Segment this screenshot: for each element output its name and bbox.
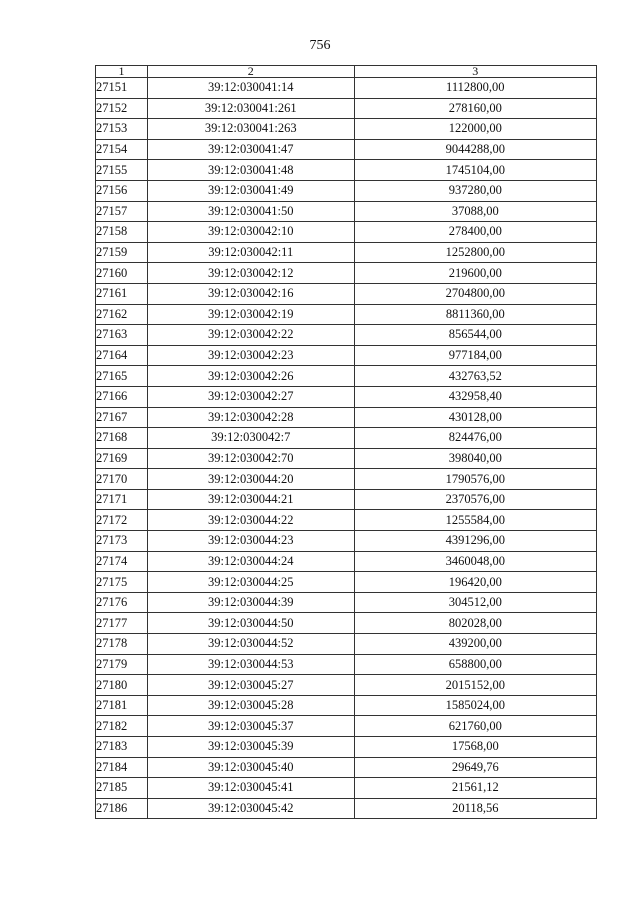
table-row xyxy=(96,263,597,284)
table-row xyxy=(96,510,597,531)
row-number-cell: 27162 xyxy=(96,304,148,325)
cadastral-value-cell: 4391296,00 xyxy=(354,531,596,552)
cadastral-number-cell: 39:12:030042:27 xyxy=(147,386,354,407)
cadastral-value-cell: 20118,56 xyxy=(354,798,596,819)
cadastral-number-cell: 39:12:030042:22 xyxy=(147,325,354,346)
table-row xyxy=(96,428,597,449)
cadastral-value-cell: 977184,00 xyxy=(354,345,596,366)
table-row xyxy=(96,119,597,140)
cadastral-value-cell: 1585024,00 xyxy=(354,695,596,716)
cadastral-number-cell: 39:12:030044:53 xyxy=(147,654,354,675)
table-row xyxy=(96,448,597,469)
row-number-cell: 27165 xyxy=(96,366,148,387)
row-number-cell: 27170 xyxy=(96,469,148,490)
table-row xyxy=(96,654,597,675)
page-number: 756 xyxy=(309,38,331,53)
table-row xyxy=(96,407,597,428)
cadastral-number-cell: 39:12:030042:23 xyxy=(147,345,354,366)
row-number-cell: 27163 xyxy=(96,325,148,346)
cadastral-value-cell: 196420,00 xyxy=(354,572,596,593)
table-row xyxy=(96,798,597,819)
cadastral-value-cell: 37088,00 xyxy=(354,201,596,222)
cadastral-value-cell: 122000,00 xyxy=(354,119,596,140)
cadastral-number-cell: 39:12:030042:19 xyxy=(147,304,354,325)
row-number-cell: 27154 xyxy=(96,139,148,160)
cadastral-number-cell: 39:12:030045:39 xyxy=(147,737,354,758)
table-row xyxy=(96,613,597,634)
cadastral-value-cell: 17568,00 xyxy=(354,737,596,758)
cadastral-value-cell: 21561,12 xyxy=(354,778,596,799)
row-number-cell: 27179 xyxy=(96,654,148,675)
cadastral-number-cell: 39:12:030042:28 xyxy=(147,407,354,428)
cadastral-number-cell: 39:12:030045:28 xyxy=(147,695,354,716)
table-row xyxy=(96,551,597,572)
cadastral-value-cell: 219600,00 xyxy=(354,263,596,284)
cadastral-number-cell: 39:12:030044:21 xyxy=(147,489,354,510)
table-row xyxy=(96,695,597,716)
row-number-cell: 27160 xyxy=(96,263,148,284)
cadastral-number-cell: 39:12:030042:16 xyxy=(147,283,354,304)
table-row xyxy=(96,345,597,366)
cadastral-value-cell: 278400,00 xyxy=(354,222,596,243)
row-number-cell: 27174 xyxy=(96,551,148,572)
row-number-cell: 27158 xyxy=(96,222,148,243)
row-number-cell: 27161 xyxy=(96,283,148,304)
cadastral-number-cell: 39:12:030044:25 xyxy=(147,572,354,593)
cadastral-value-table xyxy=(95,65,597,819)
table-row xyxy=(96,304,597,325)
cadastral-value-cell: 1745104,00 xyxy=(354,160,596,181)
cadastral-number-cell: 39:12:030044:22 xyxy=(147,510,354,531)
cadastral-number-cell: 39:12:030045:41 xyxy=(147,778,354,799)
cadastral-value-cell: 278160,00 xyxy=(354,98,596,119)
row-number-cell: 27181 xyxy=(96,695,148,716)
cadastral-number-cell: 39:12:030041:50 xyxy=(147,201,354,222)
cadastral-value-cell: 658800,00 xyxy=(354,654,596,675)
cadastral-number-cell: 39:12:030041:261 xyxy=(147,98,354,119)
cadastral-value-cell: 1790576,00 xyxy=(354,469,596,490)
table-row xyxy=(96,98,597,119)
row-number-cell: 27177 xyxy=(96,613,148,634)
row-number-cell: 27182 xyxy=(96,716,148,737)
cadastral-value-cell: 802028,00 xyxy=(354,613,596,634)
column-header-3: 3 xyxy=(354,66,596,78)
table-row xyxy=(96,201,597,222)
table-header-row xyxy=(96,66,597,78)
cadastral-number-cell: 39:12:030044:39 xyxy=(147,592,354,613)
cadastral-value-cell: 430128,00 xyxy=(354,407,596,428)
row-number-cell: 27175 xyxy=(96,572,148,593)
cadastral-number-cell: 39:12:030041:49 xyxy=(147,180,354,201)
row-number-cell: 27180 xyxy=(96,675,148,696)
cadastral-value-cell: 2704800,00 xyxy=(354,283,596,304)
table-row xyxy=(96,634,597,655)
row-number-cell: 27173 xyxy=(96,531,148,552)
cadastral-value-cell: 8811360,00 xyxy=(354,304,596,325)
table-row xyxy=(96,139,597,160)
cadastral-value-cell: 937280,00 xyxy=(354,180,596,201)
table-row xyxy=(96,469,597,490)
cadastral-value-cell: 2370576,00 xyxy=(354,489,596,510)
table-row xyxy=(96,283,597,304)
cadastral-value-cell: 3460048,00 xyxy=(354,551,596,572)
cadastral-number-cell: 39:12:030041:263 xyxy=(147,119,354,140)
cadastral-number-cell: 39:12:030045:40 xyxy=(147,757,354,778)
table-row xyxy=(96,325,597,346)
row-number-cell: 27172 xyxy=(96,510,148,531)
row-number-cell: 27184 xyxy=(96,757,148,778)
cadastral-value-cell: 1255584,00 xyxy=(354,510,596,531)
table-row xyxy=(96,592,597,613)
cadastral-number-cell: 39:12:030045:37 xyxy=(147,716,354,737)
row-number-cell: 27164 xyxy=(96,345,148,366)
table-row xyxy=(96,160,597,181)
cadastral-number-cell: 39:12:030044:24 xyxy=(147,551,354,572)
table-row xyxy=(96,242,597,263)
row-number-cell: 27159 xyxy=(96,242,148,263)
cadastral-value-cell: 1112800,00 xyxy=(354,78,596,99)
cadastral-number-cell: 39:12:030044:23 xyxy=(147,531,354,552)
row-number-cell: 27166 xyxy=(96,386,148,407)
cadastral-number-cell: 39:12:030045:42 xyxy=(147,798,354,819)
cadastral-number-cell: 39:12:030044:52 xyxy=(147,634,354,655)
cadastral-value-cell: 439200,00 xyxy=(354,634,596,655)
row-number-cell: 27186 xyxy=(96,798,148,819)
table-row xyxy=(96,531,597,552)
cadastral-value-cell: 304512,00 xyxy=(354,592,596,613)
row-number-cell: 27185 xyxy=(96,778,148,799)
cadastral-number-cell: 39:12:030042:70 xyxy=(147,448,354,469)
row-number-cell: 27155 xyxy=(96,160,148,181)
row-number-cell: 27153 xyxy=(96,119,148,140)
cadastral-value-cell: 621760,00 xyxy=(354,716,596,737)
cadastral-value-cell: 824476,00 xyxy=(354,428,596,449)
table-row xyxy=(96,386,597,407)
table-row xyxy=(96,180,597,201)
row-number-cell: 27168 xyxy=(96,428,148,449)
cadastral-value-cell: 1252800,00 xyxy=(354,242,596,263)
cadastral-value-cell: 856544,00 xyxy=(354,325,596,346)
row-number-cell: 27178 xyxy=(96,634,148,655)
cadastral-value-cell: 9044288,00 xyxy=(354,139,596,160)
row-number-cell: 27169 xyxy=(96,448,148,469)
cadastral-value-cell: 2015152,00 xyxy=(354,675,596,696)
row-number-cell: 27152 xyxy=(96,98,148,119)
cadastral-value-cell: 432763,52 xyxy=(354,366,596,387)
table-row xyxy=(96,366,597,387)
table-row xyxy=(96,489,597,510)
row-number-cell: 27157 xyxy=(96,201,148,222)
cadastral-number-cell: 39:12:030042:10 xyxy=(147,222,354,243)
cadastral-value-cell: 432958,40 xyxy=(354,386,596,407)
row-number-cell: 27151 xyxy=(96,78,148,99)
table-row xyxy=(96,737,597,758)
cadastral-value-cell: 29649,76 xyxy=(354,757,596,778)
row-number-cell: 27167 xyxy=(96,407,148,428)
row-number-cell: 27171 xyxy=(96,489,148,510)
table-row xyxy=(96,675,597,696)
cadastral-number-cell: 39:12:030044:50 xyxy=(147,613,354,634)
column-header-2: 2 xyxy=(147,66,354,78)
table-row xyxy=(96,757,597,778)
cadastral-number-cell: 39:12:030044:20 xyxy=(147,469,354,490)
row-number-cell: 27183 xyxy=(96,737,148,758)
cadastral-number-cell: 39:12:030042:11 xyxy=(147,242,354,263)
table-row xyxy=(96,778,597,799)
table-row xyxy=(96,78,597,99)
cadastral-number-cell: 39:12:030041:14 xyxy=(147,78,354,99)
column-header-1: 1 xyxy=(96,66,148,78)
cadastral-number-cell: 39:12:030042:12 xyxy=(147,263,354,284)
table-row xyxy=(96,572,597,593)
table-body xyxy=(96,78,597,819)
cadastral-value-cell: 398040,00 xyxy=(354,448,596,469)
table-row xyxy=(96,222,597,243)
cadastral-number-cell: 39:12:030042:7 xyxy=(147,428,354,449)
table-row xyxy=(96,716,597,737)
cadastral-number-cell: 39:12:030041:47 xyxy=(147,139,354,160)
row-number-cell: 27176 xyxy=(96,592,148,613)
row-number-cell: 27156 xyxy=(96,180,148,201)
cadastral-number-cell: 39:12:030041:48 xyxy=(147,160,354,181)
cadastral-number-cell: 39:12:030042:26 xyxy=(147,366,354,387)
cadastral-number-cell: 39:12:030045:27 xyxy=(147,675,354,696)
